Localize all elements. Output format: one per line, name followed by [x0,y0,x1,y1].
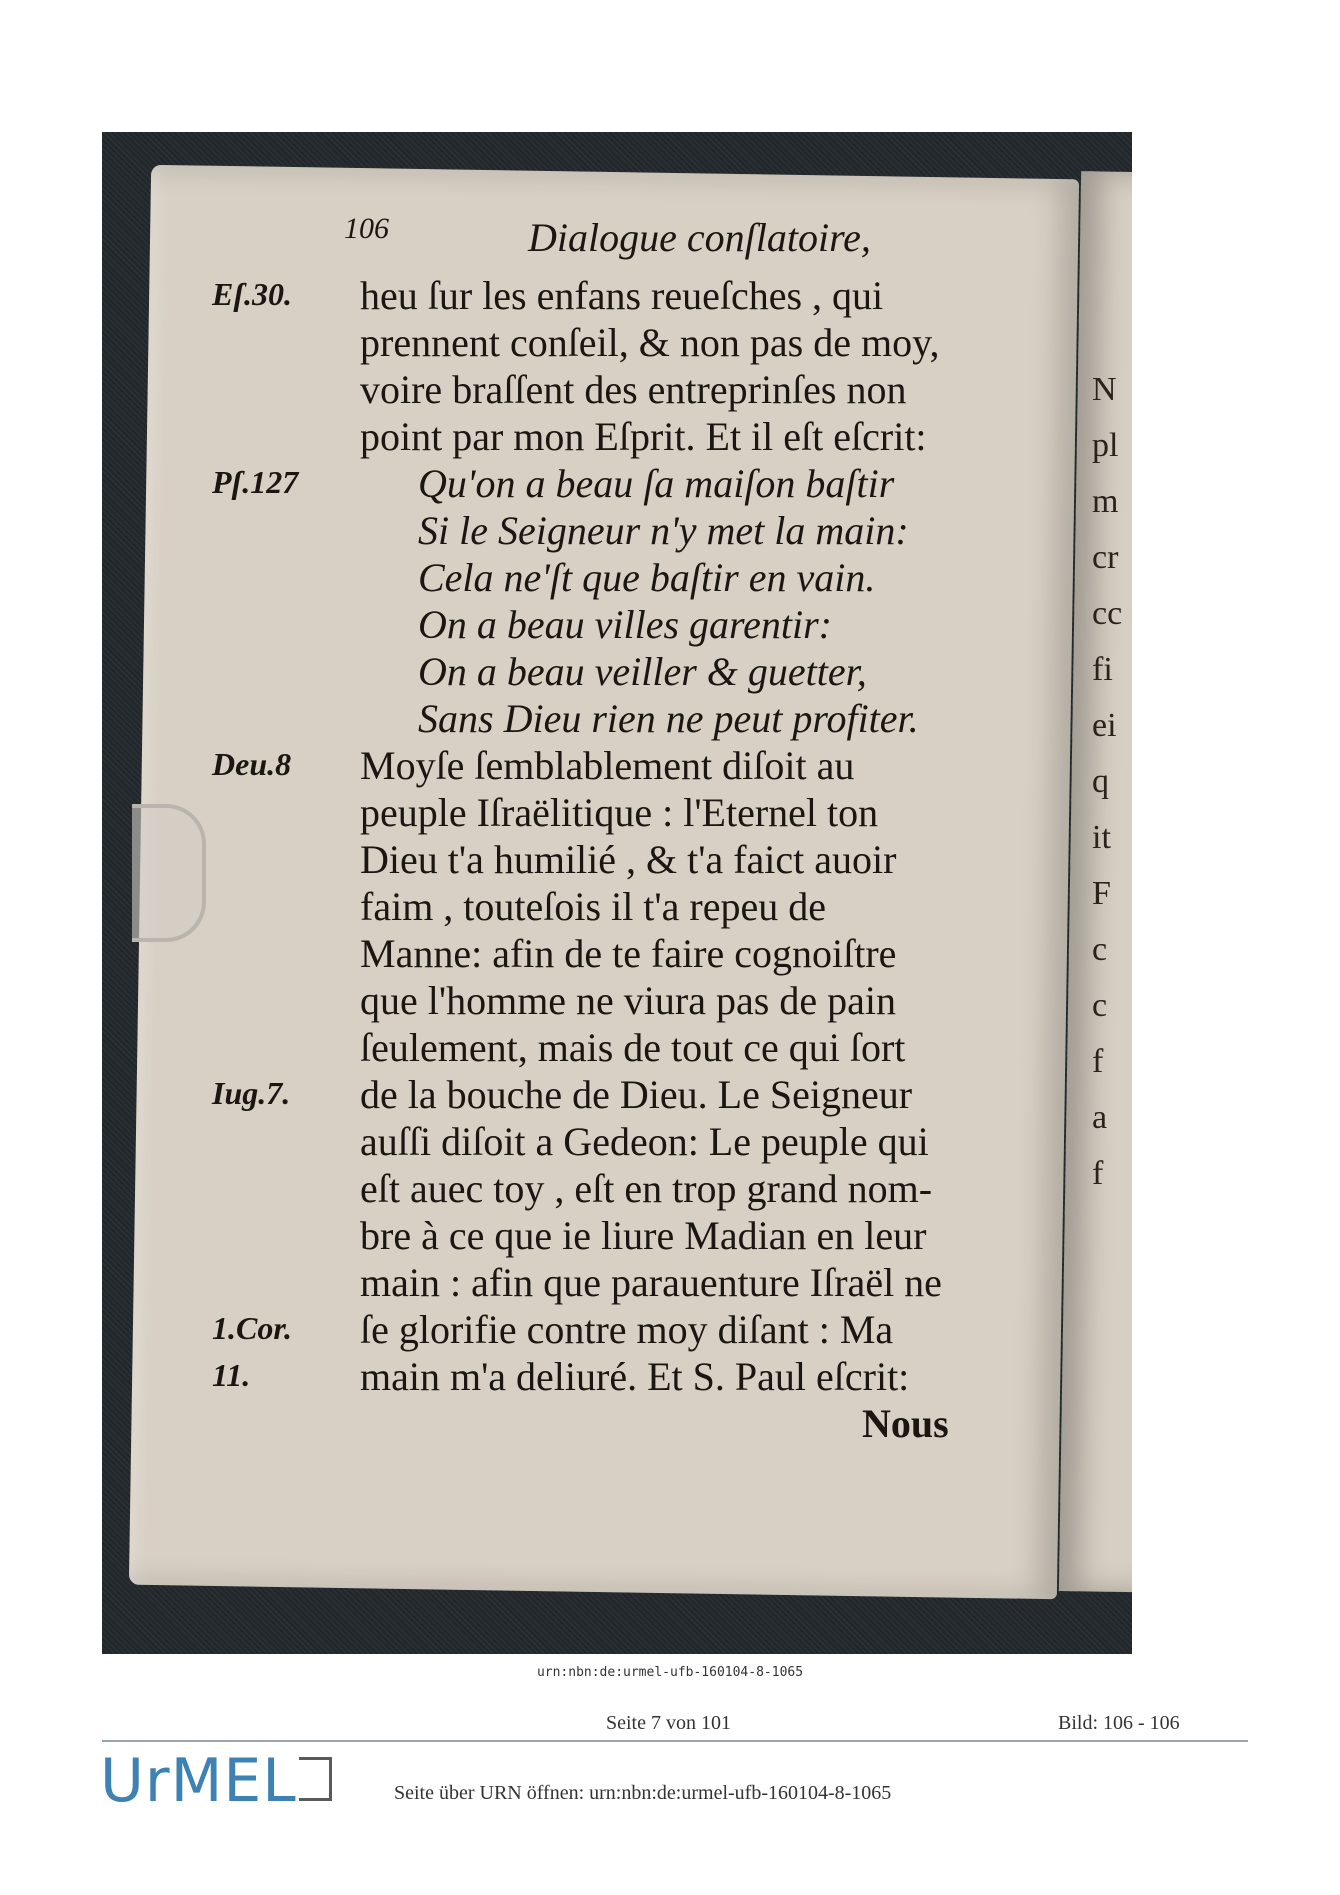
facing-fragment: cc [1092,595,1123,632]
line-text: Dieu t'a humilié , & t'a faict auoir [360,837,897,882]
page-info: Seite 7 von 101 [606,1712,731,1734]
facing-fragment: c [1092,931,1108,968]
line-text: heu ſur les enfans reueſches , qui [360,273,884,318]
facing-fragment: fi [1092,651,1113,688]
line-text: Si le Seigneur n'y met la main: [418,508,909,553]
line-text: que l'homme ne viura pas de pain [360,978,896,1023]
line-text: bre à ce que ie liure Madian en leur [360,1213,927,1258]
facing-fragment: ei [1092,707,1117,744]
line-text: eſt auec toy , eſt en trop grand nom- [360,1166,933,1211]
margin-reference: 11. [212,1357,251,1393]
line-text: Nous [862,1401,949,1446]
line-text: Qu'on a beau ſa maiſon baſtir [418,461,895,506]
text-line [212,460,1032,507]
line-text: Manne: afin de te faire cognoiſtre [360,931,897,976]
running-head [212,212,1032,272]
margin-reference: Iug.7. [212,1075,291,1111]
facing-fragment: pl [1092,427,1119,464]
scanned-page-image [102,132,1132,1654]
logo-bracket-icon [299,1757,332,1801]
line-text: ſe glorifie contre moy diſant : Ma [360,1307,894,1352]
line-text: ſeulement, mais de tout ce qui ſort [360,1025,906,1070]
text-line [212,883,1032,930]
line-text: faim , touteſois il t'a repeu de [360,884,826,929]
urn-link[interactable]: Seite über URN öffnen: urn:nbn:de:urmel-ufb-160104-8-1065 [394,1782,892,1804]
text-line [212,1165,1032,1212]
line-text: Moyſe ſemblablement diſoit au [360,743,855,788]
catchword [212,1400,1032,1447]
logo-text: UrMEL [100,1746,297,1816]
text-line [212,648,1032,695]
text-line [212,977,1032,1024]
text-line [212,1024,1032,1071]
image-info: Bild: 106 - 106 [1058,1712,1180,1734]
line-text: point par mon Eſprit. Et il eſt eſcrit: [360,414,927,459]
running-title: Dialogue conſlatoire, [528,215,871,260]
text-line [212,930,1032,977]
line-text: Sans Dieu rien ne peut profiter. [418,696,919,741]
facing-fragment: F [1092,875,1111,912]
urn-caption: urn:nbn:de:urmel-ufb-160104-8-1065 [536,1665,804,1680]
urmel-logo[interactable] [100,1746,332,1816]
text-line [212,319,1032,366]
text-line [212,554,1032,601]
margin-reference: 1.Cor. [212,1310,293,1346]
line-text: peuple Iſraëlitique : l'Eternel ton [360,790,879,835]
footer-divider [102,1740,1248,1742]
facing-fragment: q [1092,763,1109,800]
text-line [212,695,1032,742]
line-text: main m'a deliuré. Et S. Paul eſcrit: [360,1354,910,1399]
text-line [212,1212,1032,1259]
text-line [212,1306,1032,1353]
line-text: auſſi diſoit a Gedeon: Le peuple qui [360,1119,929,1164]
line-text: main : afin que parauenture Iſraël ne [360,1260,942,1305]
text-line [212,789,1032,836]
line-text: de la bouche de Dieu. Le Seigneur [360,1072,913,1117]
text-line [212,366,1032,413]
text-lines [212,272,1032,1447]
facing-fragment: cr [1092,539,1119,576]
text-line [212,836,1032,883]
text-line [212,1353,1032,1400]
line-text: prennent conſeil, & non pas de moy, [360,320,940,365]
facing-fragment: c [1092,987,1108,1024]
facing-fragment: m [1092,483,1119,520]
page-text-block [212,212,1032,1447]
facing-fragment: a [1092,1099,1108,1136]
facing-fragment: f [1092,1043,1104,1080]
line-text: Cela ne'ſt que baſtir en vain. [418,555,876,600]
line-text: On a beau villes garentir: [418,602,833,647]
text-line [212,272,1032,319]
line-text: On a beau veiller & guetter, [418,649,867,694]
text-line [212,507,1032,554]
facing-fragment: f [1092,1155,1104,1192]
text-line [212,601,1032,648]
line-text: voire braſſent des entreprinſes non [360,367,907,412]
margin-reference: Pſ.127 [212,464,299,500]
page-clip [132,804,206,942]
margin-reference: Deu.8 [212,746,292,782]
text-line [212,742,1032,789]
page-number: 106 [344,212,389,245]
text-line [212,1118,1032,1165]
text-line [212,1071,1032,1118]
margin-reference: Eſ.30. [212,276,292,312]
facing-fragment: it [1092,819,1111,856]
text-line [212,413,1032,460]
facing-page-text [1092,362,1132,1202]
text-line [212,1259,1032,1306]
facing-fragment: N [1092,371,1117,408]
